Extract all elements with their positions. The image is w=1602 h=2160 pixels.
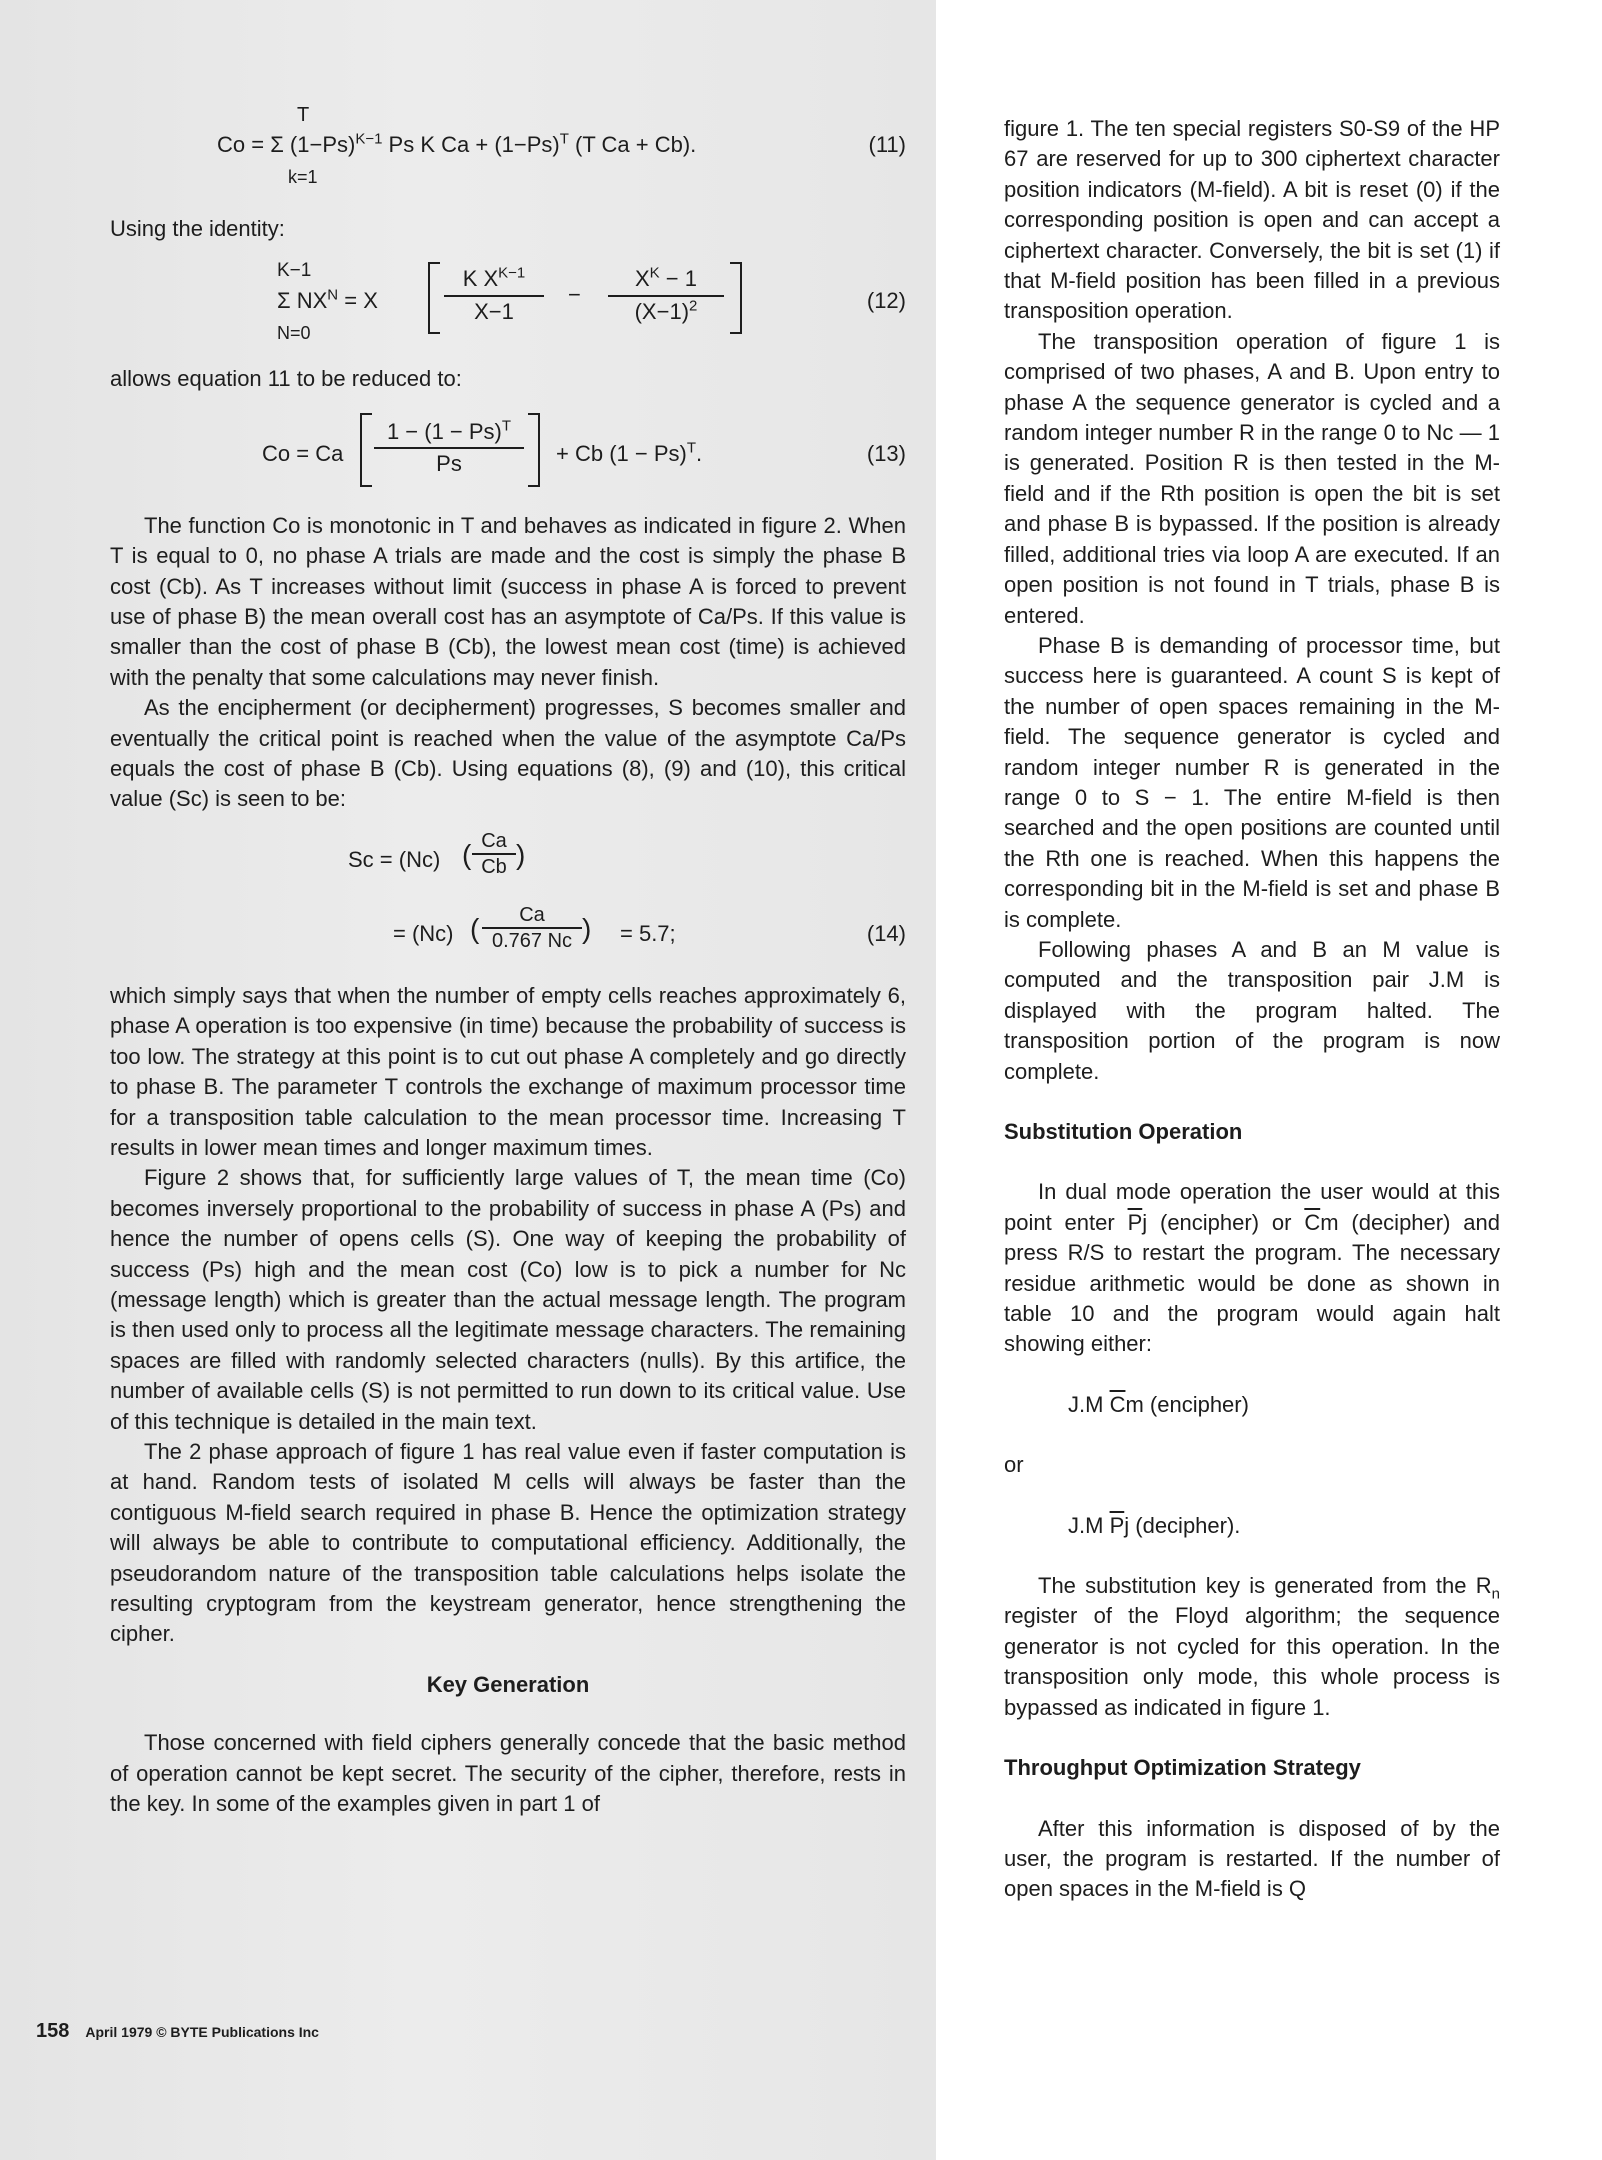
equation-13 [110,407,906,499]
eq13-number: (13) [866,440,906,466]
eq14-line2-lhs: = (Nc) [393,920,454,946]
eq11-bottom-limit: k=1 [288,167,318,187]
eq13-tail: + Cb $(1 - Ps)^T$. [556,439,703,466]
reduce-text: allows equation 11 to be reduced to: [110,366,462,392]
eq12-fraction-2: $X^K - 1$ $(X-1)^2$ [608,264,724,327]
heading-substitution: Substitution Operation [1004,1119,1243,1144]
paragraph-field-ciphers: Those concerned with field ciphers generally concede that the basic method of operation cannot be kept secret. The security of the cipher, therefore, rests in the key. In some of the examples given in part 1 of [110,1730,906,1817]
eq12-number: (12) [866,288,906,314]
eq14-paren-close-2: ) [582,912,592,944]
paragraph-empty-cells: which simply says that when the number of empty cells reaches approximately 6, phase A operation is too expensive (in time) because the probability of success is too low. The strategy at this point is to cut out phase A completely and go directly to phase B. The parameter T controls the exchange of maximum processor time for a transposition table calculation to the mean processor time. Increasing T results in lower mean times and longer maximum times. [110,982,906,1160]
eq12-minus: − [568,282,581,308]
eq11-top-limit: T [297,104,310,126]
eq11-number: (11) [868,132,906,157]
equation-12 [110,256,906,352]
paragraph-following-phases: Following phases A and B an M value is computed and the transposition pair J.M is displayed with the program halted. The transposition portion of the program is now complete. [1004,936,1500,1084]
paragraph-encipherment: As the encipherment (or decipherment) progresses, S becomes smaller and eventually the critical point is reached when the value of the asymptote Ca/Ps equals the cost of phase B (Cb). Using equations (8), (9) and (10), this critical value (Sc) is seen to be: [110,695,906,812]
paragraph-dual-mode: In dual mode operation the user would at this point enter $\overline{P}j$ (encipher) or $\overline{C}m$ (decipher) and press R/S to restart the program. The necessary residue arithmetic would be done as shown in table 10 and the program would again halt showing either: [1004,1179,1500,1357]
paragraph-registers: figure 1. The ten special registers S0-S9 of the HP 67 are reserved for up to 300 ciphertext character position indicators (M-field). A bit is reset (0) if the corresponding position is open and can accept a ciphertext character. Conversely, the bit is set (1) if that M-field position has been filled in a previous transposition operation. [1004,116,1500,324]
eq12-top-limit: K−1 [277,260,312,282]
page-footer [36,2020,319,2043]
word-or: or [1004,1452,1024,1478]
left-column [110,100,906,1819]
equation-14 [110,825,906,975]
eq12-bottom-limit: N=0 [277,323,311,344]
display-encipher: J.M $\overline{C}m$ (encipher) [1068,1391,1249,1417]
eq13-bracket [360,413,540,487]
eq14-number: (14) [866,920,906,946]
using-identity-text: Using the identity: [110,216,285,241]
paragraph-substitution-key: The substitution key is generated from the $R_n$ register of the Floyd algorithm; the sequence generator is not cycled for this operation. In the transposition only mode, this whole process is bypassed as indicated in figure 1. [1004,1573,1500,1720]
paragraph-figure-2: Figure 2 shows that, for sufficiently large values of T, the mean time (Co) becomes inversely proportional to the probability of success in phase A (Ps) and hence the number of opens cells (S). One way of keeping the probability of success (Ps) high and the mean cost (Co) low is to pick a number for Nc (message length) which is greater than the actual message length. The program is then used only to process all the legitimate message characters. The remaining spaces are filled with randomly selected characters (nulls). By this artifice, the number of available cells (S) is not permitted to run down to its critical value. Use of this technique is detailed in the main text. [110,1165,906,1434]
paragraph-phase-b: Phase B is demanding of processor time, but success here is guaranteed. A count S is kept of the number of open spaces remaining in the M-field. The sequence generator is cycled and random integer number R is generated in the range 0 to S − 1. The entire M-field is then searched and the open positions are counted until the Rth one is reached. When this happens the corresponding bit in the M-field is set and phase B is complete. [1004,632,1500,932]
eq14-fraction-2: Ca 0.767 Nc [482,903,582,953]
eq14-paren-open-2: ( [470,912,480,944]
eq14-paren-open-1: ( [462,838,472,870]
paragraph-two-phase: The 2 phase approach of figure 1 has real value even if faster computation is at hand. Random tests of isolated M cells will always be faster than the contiguous M-field search required in phase B. Hence the optimization strategy will always be able to contribute to computational efficiency. Additionally, the pseudorandom nature of the transposition table calculations helps isolate the resulting cryptogram from the keystream generator, hence strengthening the cipher. [110,1438,906,1647]
heading-throughput: Throughput Optimization Strategy [1004,1755,1361,1781]
eq12-bracket [428,262,742,334]
eq14-fraction-1: Ca Cb [472,829,516,879]
page-number: 158 [36,2020,70,2042]
eq12-sum: Σ $NX^N = X$ [277,287,378,314]
eq11-body: Co = Σ $(1-Ps)^{K-1}$ Ps K $Ca + (1-Ps)^T$ (T Ca + Cb). [217,130,697,157]
footer-credit: April 1979 © BYTE Publications Inc [85,2024,319,2040]
equation-11 [110,100,906,192]
paragraph-transposition: The transposition operation of figure 1 is comprised of two phases, A and B. Upon entry to phase A the sequence generator is cycled and a random integer number R in the range 0 to Nc — 1 is generated. Position R is then tested in the M-field and if the Rth position is open the bit is set and phase B is bypassed. If the position is already filled, additional tries via loop A are executed. If an open position is not found in T trials, phase B is entered. [1004,328,1500,628]
heading-key-generation: Key Generation [426,1671,590,1697]
paragraph-function-co: The function Co is monotonic in T and behaves as indicated in figure 2. When T is equal to 0, no phase A trials are made and the cost is simply the phase B cost (Cb). As T increases without limit (success in phase A is forced to prevent use of phase B) the mean overall cost has an asymptote of Ca/Ps. If this value is smaller than the cost of phase B (Cb), the lowest mean cost (time) is achieved with the penalty that some calculations may never finish. [110,512,906,690]
eq13-lhs: Co = Ca [262,440,344,466]
eq12-fraction-1: K $X^{K-1}$ X−1 [444,264,544,327]
eq14-line1-lhs: Sc = (Nc) [348,846,441,872]
eq14-paren-close-1: ) [516,838,526,870]
paragraph-after-information: After this information is disposed of by the user, the program is restarted. If the number of open spaces in the M-field is Q [1004,1815,1500,1902]
eq14-line2-tail: = 5.7; [620,920,676,946]
eq13-fraction: $1 - (1 - Ps)^T$ Ps [374,417,524,480]
right-column [1004,114,1500,1905]
display-decipher: J.M $\overline{P}j$ (decipher). [1068,1512,1241,1538]
